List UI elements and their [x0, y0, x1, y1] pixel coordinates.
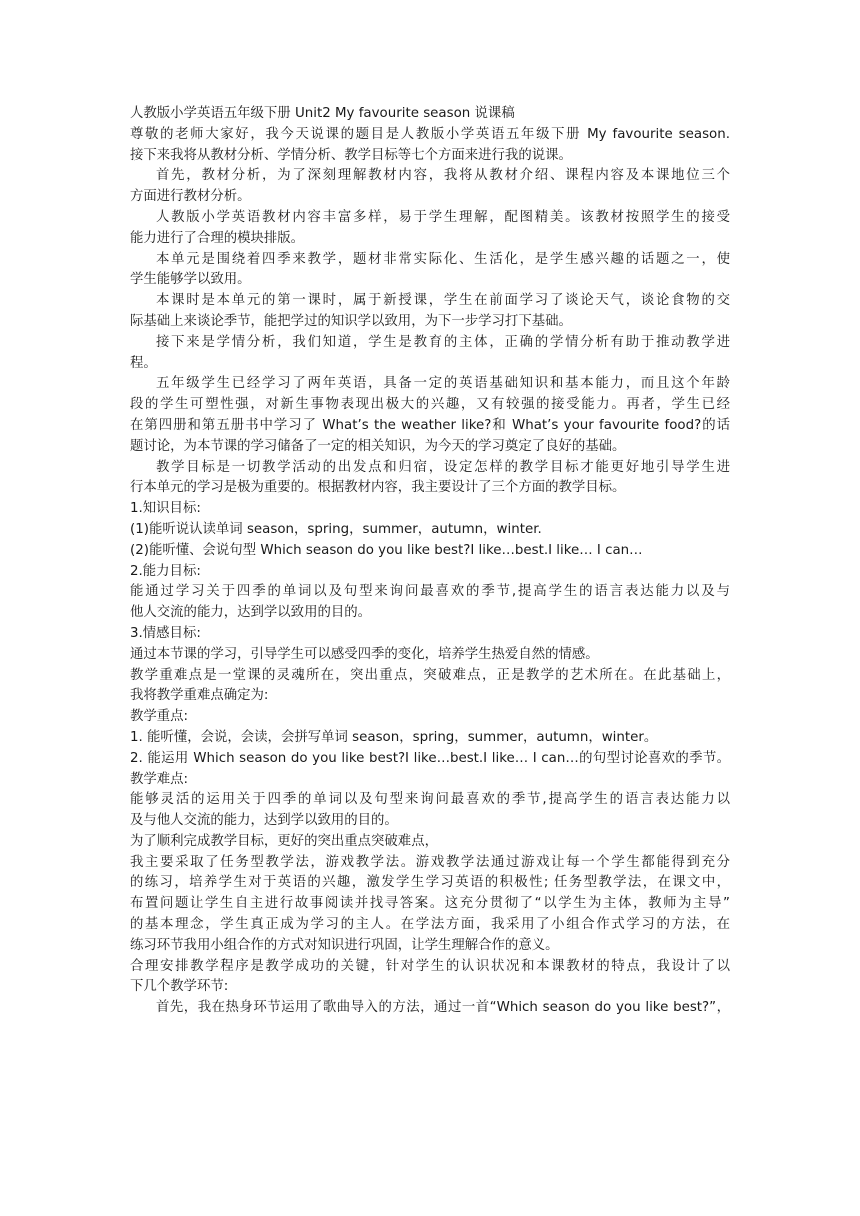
document-body — [130, 104, 730, 1019]
text-line: 接下来是学情分析，我们知道，学生是教育的主体，正确的学情分析有助于推动教学进 — [156, 334, 730, 350]
text-line: 首先，教材分析，为了深刻理解教材内容，我将从教材介绍、课程内容及本课地位三个 — [156, 168, 730, 184]
text-line: 的基本理念，学生真正成为学习的主人。在学法方面，我采用了小组合作式学习的方法，在 — [130, 917, 730, 933]
text-line: (1)能听说认读单词 season，spring，summer，autumn，winter. — [130, 521, 542, 537]
text-line: 2. 能运用 Which season do you like best?I like…best.I like… I can…的句型讨论喜欢的季节。 — [130, 750, 730, 766]
text-line: 人教版小学英语教材内容丰富多样，易于学生理解，配图精美。该教材按照学生的接受 — [156, 209, 730, 225]
text-line: 能够灵活的运用关于四季的单词以及句型来询问最喜欢的季节,提高学生的语言表达能力以 — [130, 792, 730, 808]
text-line: 1.知识目标: — [130, 501, 201, 517]
text-line: 教学目标是一切教学活动的出发点和归宿，设定怎样的教学目标才能更好地引导学生进 — [156, 459, 730, 475]
text-line: 程。 — [130, 355, 157, 371]
text-line: 方面进行教材分析。 — [130, 189, 251, 205]
text-line: 能通过学习关于四季的单词以及句型来询问最喜欢的季节,提高学生的语言表达能力以及与 — [130, 584, 730, 600]
text-line: 接下来我将从教材分析、学情分析、教学目标等七个方面来进行我的说课。 — [130, 147, 572, 163]
text-line: 2.能力目标: — [130, 563, 201, 579]
text-line: 本单元是围绕着四季来教学，题材非常实际化、生活化，是学生感兴趣的话题之一，使 — [156, 251, 730, 267]
text-line: 为了顺利完成教学目标，更好的突出重点突破难点， — [130, 833, 438, 849]
text-line: 1. 能听懂，会说，会读，会拼写单词 season，spring，summer，autumn，winter。 — [130, 729, 658, 745]
text-line: 教学难点: — [130, 771, 189, 787]
document-title: 人教版小学英语五年级下册 Unit2 My favourite season 说课稿 — [130, 106, 515, 121]
text-line: 及与他人交流的能力，达到学以致用的目的。 — [130, 813, 398, 829]
text-line: 教学重难点是一堂课的灵魂所在，突出重点，突破难点，正是教学的艺术所在。在此基础上， — [130, 667, 730, 683]
text-line: 尊敬的老师大家好，我今天说课的题目是人教版小学英语五年级下册 My favourite season. — [130, 126, 730, 142]
text-line: 学生能够学以致用。 — [130, 272, 251, 288]
text-line: 布置问题让学生自主进行故事阅读并找寻答案。这充分贯彻了“以学生为主体，教师为主导” — [130, 896, 730, 912]
text-line: 的练习，培养学生对于英语的兴趣，激发学生学习英语的积极性; 任务型教学法，在课文中， — [130, 875, 730, 891]
text-line: 首先，我在热身环节运用了歌曲导入的方法，通过一首“Which season do you like best?”， — [156, 1000, 730, 1016]
text-line: 本课时是本单元的第一课时，属于新授课，学生在前面学习了谈论天气，谈论食物的交 — [156, 293, 730, 309]
text-line: 他人交流的能力，达到学以致用的目的。 — [130, 605, 372, 621]
text-line: 行本单元的学习是极为重要的。根据教材内容，我主要设计了三个方面的教学目标。 — [130, 480, 626, 496]
text-line: 际基础上来谈论季节，能把学过的知识学以致用，为下一步学习打下基础。 — [130, 313, 572, 329]
text-line: 我将教学重难点确定为: — [130, 688, 269, 704]
text-line: 通过本节课的学习，引导学生可以感受四季的变化，培养学生热爱自然的情感。 — [130, 646, 599, 662]
text-line: 我主要采取了任务型教学法，游戏教学法。游戏教学法通过游戏让每一个学生都能得到充分 — [130, 854, 730, 870]
text-line: 练习环节我用小组合作的方式对知识进行巩固，让学生理解合作的意义。 — [130, 937, 559, 953]
text-line: (2)能听懂、会说句型 Which season do you like best?I like…best.I like… I can… — [130, 542, 643, 558]
text-line: 合理安排教学程序是教学成功的关键，针对学生的认识状况和本课教材的特点，我设计了以 — [130, 958, 730, 974]
text-line: 在第四册和第五册书中学习了 What’s the weather like?和 What’s your favourite food?的话 — [130, 417, 730, 433]
text-line: 3.情感目标: — [130, 625, 201, 641]
text-line: 能力进行了合理的模块排版。 — [130, 230, 305, 246]
text-line: 下几个教学环节: — [130, 979, 229, 995]
text-line: 段的学生可塑性强，对新生事物表现出极大的兴趣，又有较强的接受能力。再者，学生已经 — [130, 397, 730, 413]
text-line: 教学重点: — [130, 709, 189, 725]
text-line: 五年级学生已经学习了两年英语，具备一定的英语基础知识和基本能力，而且这个年龄 — [156, 376, 730, 392]
text-line: 题讨论，为本节课的学习储备了一定的相关知识，为今天的学习奠定了良好的基础。 — [130, 438, 626, 454]
